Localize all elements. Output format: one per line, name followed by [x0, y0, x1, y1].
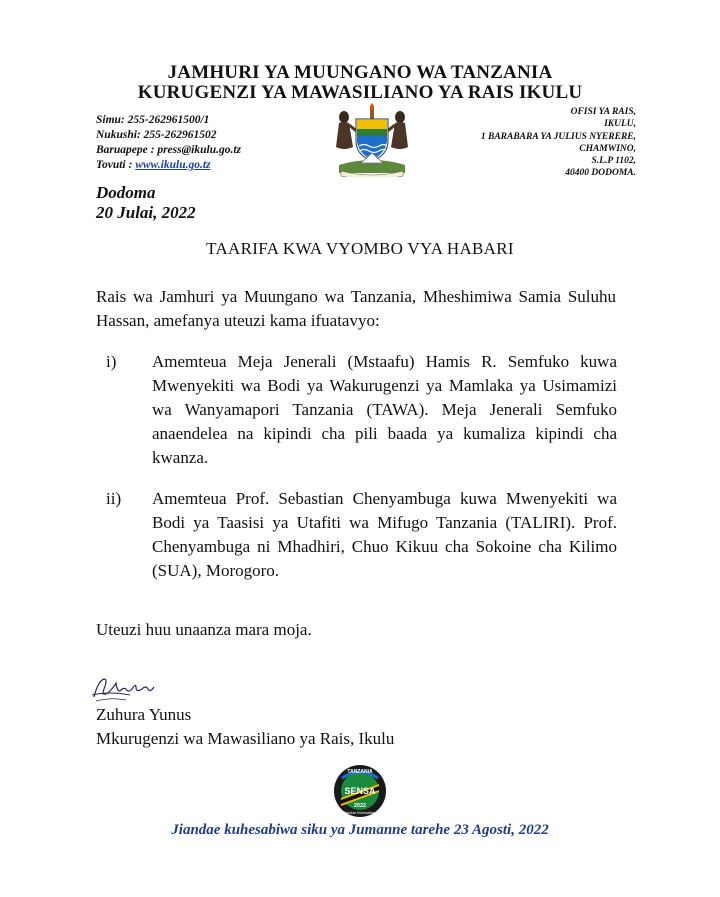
sensa-census-logo-icon — [333, 764, 387, 818]
address-line-1: OFISI YA RAIS, — [570, 107, 636, 117]
address-line-6: 40400 DODOMA. — [565, 168, 636, 179]
contact-fax: Nukushi: 255-262961502 — [96, 129, 217, 141]
closing-statement: Uteuzi huu unaanza mara moja. — [96, 620, 312, 639]
sensa-tagline-text: Jiandae Kuhesabiwa — [343, 811, 377, 815]
address-line-2: IKULU, — [604, 119, 636, 130]
address-line-5: S.L.P 1102, — [591, 156, 636, 167]
sensa-main-text: SENSA — [344, 786, 376, 796]
footer-notice: Jiandae kuhesabiwa siku ya Jumanne tarehe 23 Agosti, 2022 — [171, 822, 549, 838]
contact-email: Baruapepe : press@ikulu.go.tz — [96, 144, 242, 156]
header-republic: JAMHURI YA MUUNGANO WA TANZANIA — [167, 62, 553, 83]
address-line-4: CHAMWINO, — [579, 143, 636, 154]
document-title: TAARIFA KWA VYOMBO VYA HABARI — [206, 239, 514, 258]
contact-block-left — [96, 113, 326, 173]
sensa-year-text: 2022 — [353, 803, 367, 809]
intro-paragraph: Rais wa Jamhuri ya Muungano wa Tanzania, Mheshimiwa Samia Suluhu Hassan, amefanya uteuzi kama ifuatavyo: — [96, 287, 616, 330]
place-date-block — [96, 183, 196, 223]
contact-website-link[interactable]: www.ikulu.go.tz — [135, 159, 211, 171]
list-item-number: ii) — [106, 489, 122, 508]
list-item-number: i) — [106, 352, 117, 371]
contact-phone: Simu: 255-262961500/1 — [96, 114, 210, 126]
handwritten-signature-icon — [90, 671, 160, 705]
header-directorate: KURUGENZI YA MAWASILIANO YA RAIS IKULU — [137, 82, 583, 103]
address-line-3: 1 BARABARA YA JULIUS NYERERE, — [480, 131, 636, 142]
sensa-top-text: TANZANIA — [347, 769, 373, 775]
contact-website-row — [96, 158, 326, 173]
contact-website-label: Tovuti : — [96, 159, 136, 171]
list-item-text: Amemteua Meja Jenerali (Mstaafu) Hamis R. Semfuko kuwa Mwenyekiti wa Bodi ya Wakurugenzi ya Mamlaka ya Usimamizi wa Wanyamapori Tanzania (TAWA). Meja Jenerali Semfuko anaendelea na kipindi cha pili baada ya kumaliza kipindi cha kwanza. — [152, 352, 617, 467]
contact-block-right — [386, 106, 636, 180]
list-item-text: Amemteua Prof. Sebastian Chenyambuga kuwa Mwenyekiti wa Bodi ya Taasisi ya Utafiti wa Mifugo Tanzania (TALIRI). Prof. Chenyambuga ni Mhadhiri, Chuo Kikuu cha Sokoine cha Kilimo (SUA), Morogoro. — [152, 489, 617, 580]
place: Dodoma — [96, 183, 156, 202]
date: 20 Julai, 2022 — [96, 203, 196, 222]
signer-title: Mkurugenzi wa Mawasiliano ya Rais, Ikulu — [96, 729, 395, 748]
signer-name: Zuhura Yunus — [96, 705, 192, 724]
